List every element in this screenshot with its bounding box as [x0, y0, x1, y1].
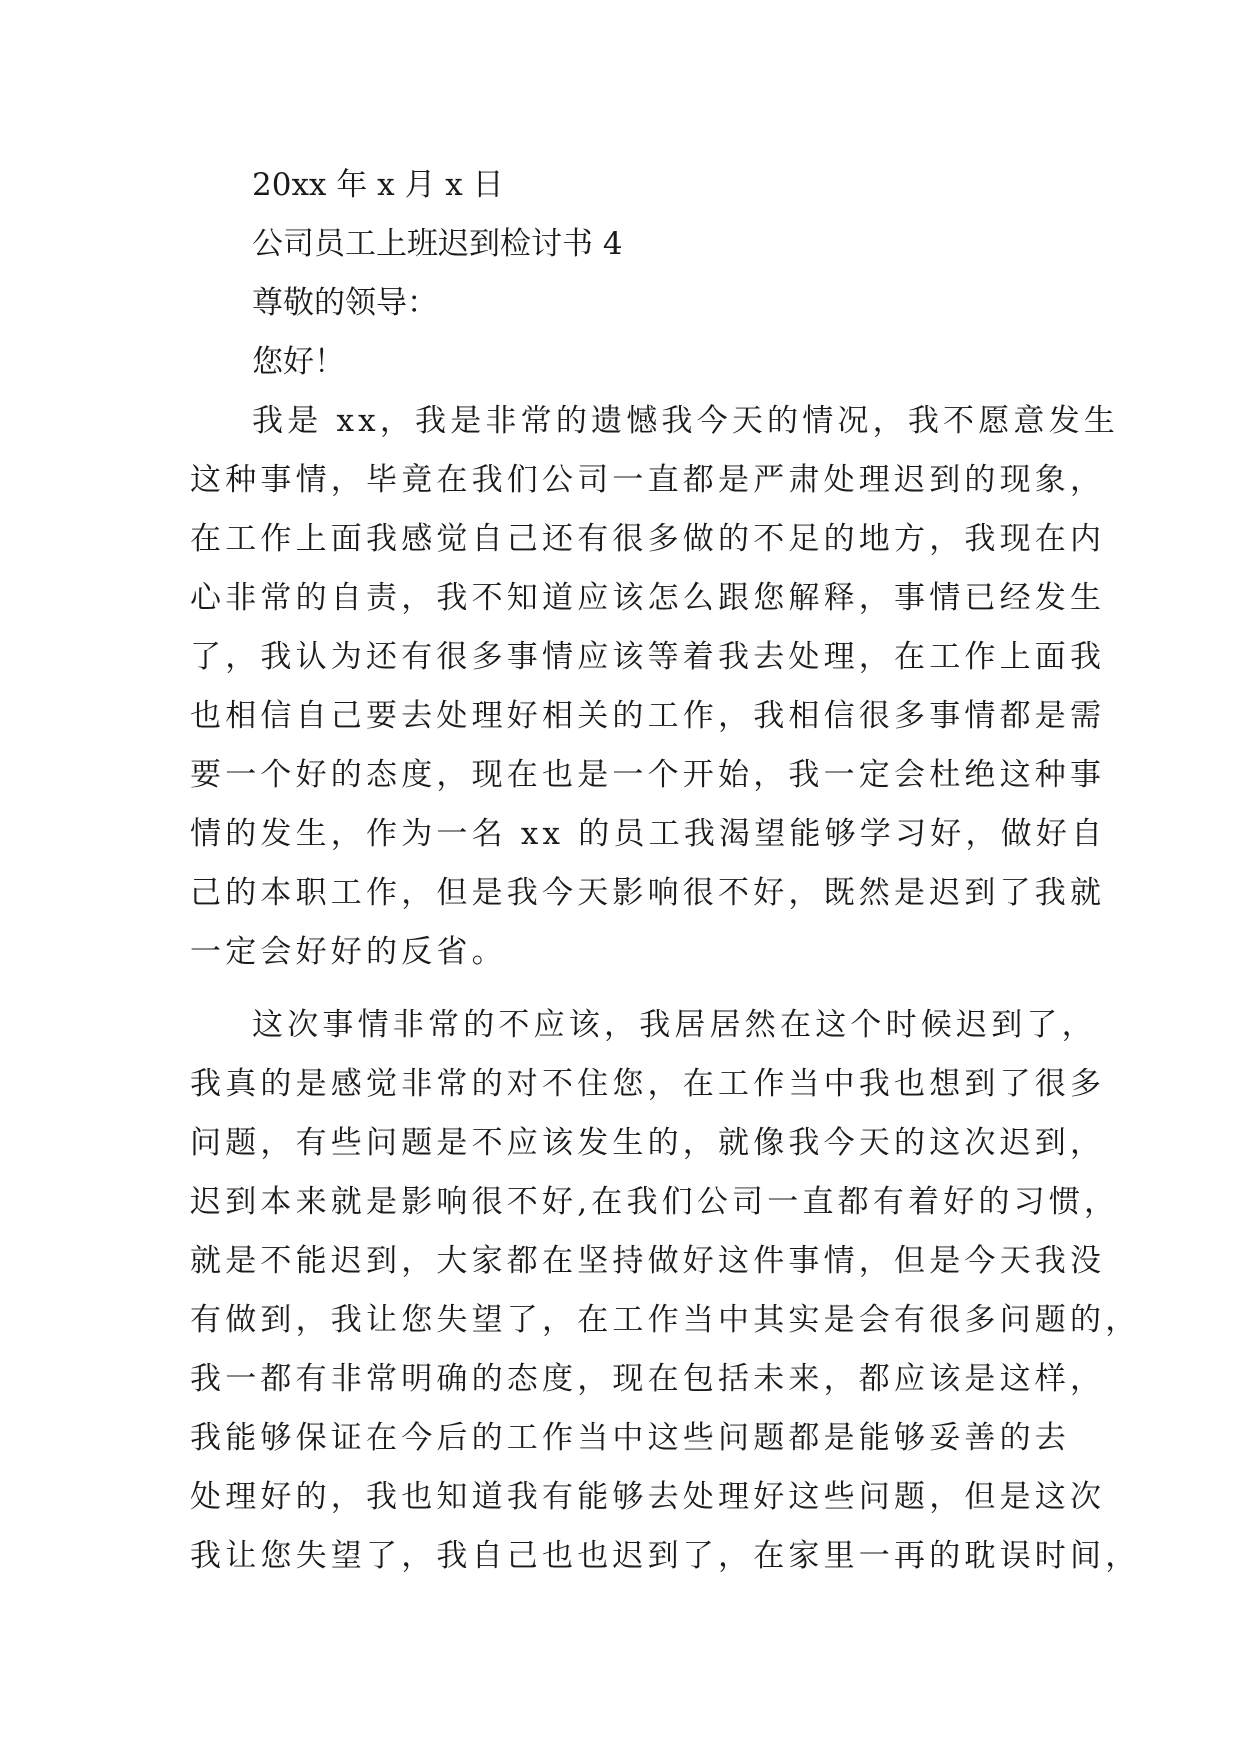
paragraph-line: 我是 xx，我是非常的遗憾我今天的情况，我不愿意发生	[252, 403, 1120, 439]
paragraph-line: 心非常的自责，我不知道应该怎么跟您解释，事情已经发生	[190, 580, 1106, 616]
greeting: 您好！	[252, 344, 345, 380]
paragraph-line: 处理好的，我也知道我有能够去处理好这些问题，但是这次	[190, 1479, 1106, 1515]
paragraph-line: 我真的是感觉非常的对不住您，在工作当中我也想到了很多	[190, 1066, 1106, 1102]
paragraph-line: 问题，有些问题是不应该发生的，就像我今天的这次迟到，	[190, 1125, 1106, 1161]
paragraph-line: 这种事情，毕竟在我们公司一直都是严肃处理迟到的现象，	[190, 462, 1106, 498]
paragraph-line: 我能够保证在今后的工作当中这些问题都是能够妥善的去	[190, 1420, 1070, 1456]
paragraph-line: 己的本职工作，但是我今天影响很不好，既然是迟到了我就	[190, 875, 1106, 911]
paragraph-line: 要一个好的态度，现在也是一个开始，我一定会杜绝这种事	[190, 757, 1106, 793]
paragraph-line: 我让您失望了，我自己也也迟到了，在家里一再的耽误时间，	[190, 1538, 1141, 1574]
paragraph-1	[190, 392, 1120, 982]
paragraph-gap	[190, 982, 1060, 996]
document-title: 公司员工上班迟到检讨书 4	[252, 226, 623, 262]
paragraph-2	[190, 996, 1141, 1586]
document-date: 20xx 年 x 月 x 日	[252, 167, 504, 203]
paragraph-line: 就是不能迟到，大家都在坚持做好这件事情，但是今天我没	[190, 1243, 1106, 1279]
paragraph-line: 迟到本来就是影响很不好,在我们公司一直都有着好的习惯，	[190, 1184, 1120, 1220]
paragraph-line: 在工作上面我感觉自己还有很多做的不足的地方，我现在内	[190, 521, 1106, 557]
paragraph-line: 也相信自己要去处理好相关的工作，我相信很多事情都是需	[190, 698, 1106, 734]
paragraph-line: 我一都有非常明确的态度，现在包括未来，都应该是这样，	[190, 1361, 1106, 1397]
paragraph-line: 这次事情非常的不应该，我居居然在这个时候迟到了，	[252, 1007, 1097, 1043]
paragraph-line: 一定会好好的反省。	[190, 934, 507, 970]
document-body	[190, 156, 1141, 1586]
paragraph-line: 情的发生，作为一名 xx 的员工我渴望能够学习好，做好自	[190, 816, 1107, 852]
paragraph-line: 了，我认为还有很多事情应该等着我去处理，在工作上面我	[190, 639, 1106, 675]
salutation: 尊敬的领导：	[252, 285, 438, 321]
paragraph-line: 有做到，我让您失望了，在工作当中其实是会有很多问题的，	[190, 1302, 1141, 1338]
